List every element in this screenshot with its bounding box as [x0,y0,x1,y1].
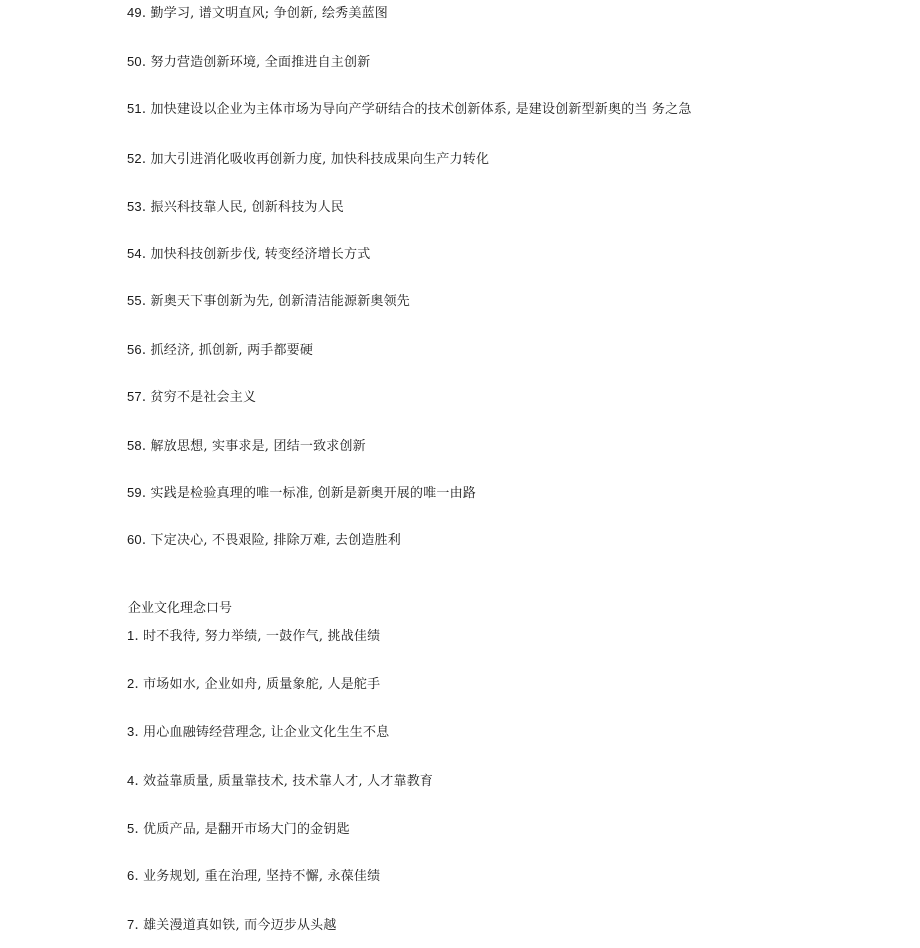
slogan-item-60 [127,532,401,549]
slogan-item-56 [127,342,313,359]
slogan-item-51 [127,101,692,118]
item-text: . 振兴科技靠人民, 创新科技为人民 [141,200,345,215]
item-text: . 下定决心, 不畏艰险, 排除万难, 去创造胜利 [141,533,401,548]
item-number: 7 [127,917,135,932]
culture-item-2 [127,676,380,693]
section-heading: 企业文化理念口号 [128,601,233,616]
item-text: . 贫穷不是社会主义 [141,390,257,405]
item-number: 5 [127,821,135,836]
item-number: 56 [127,342,142,357]
item-text: . 加快建设以企业为主体市场为导向产学研结合的技术创新体系, 是建设创新型新奥的当 务之急 [141,102,692,117]
item-number: 3 [127,724,135,739]
item-text: . 加大引进消化吸收再创新力度, 加快科技成果向生产力转化 [141,152,490,167]
item-number: 6 [127,868,135,883]
item-text: . 实践是检验真理的唯一标准, 创新是新奥开展的唯一由路 [141,486,477,501]
culture-item-6 [127,868,380,885]
item-number: 51 [127,101,142,116]
item-number: 2 [127,676,135,691]
item-number: 49 [127,5,142,20]
slogan-item-53 [127,199,344,216]
culture-item-1 [127,628,380,645]
item-number: 59 [127,485,142,500]
item-number: 60 [127,532,142,547]
item-text: . 时不我待, 努力举绩, 一鼓作气, 挑战佳绩 [134,629,381,644]
culture-item-4 [127,773,433,790]
item-text: . 市场如水, 企业如舟, 质量象舵, 人是舵手 [134,677,381,692]
item-number: 55 [127,293,142,308]
item-number: 1 [127,628,135,643]
item-number: 50 [127,54,142,69]
item-number: 57 [127,389,142,404]
item-text: . 业务规划, 重在治理, 坚持不懈, 永葆佳绩 [134,869,381,884]
item-text: . 解放思想, 实事求是, 团结一致求创新 [141,439,366,454]
culture-item-3 [127,724,389,741]
item-number: 53 [127,199,142,214]
item-number: 52 [127,151,142,166]
slogan-item-52 [127,151,489,168]
item-number: 58 [127,438,142,453]
item-text: . 勤学习, 谱文明直风; 争创新, 绘秀美蓝图 [141,6,388,21]
item-text: . 用心血融铸经营理念, 让企业文化生生不息 [134,725,390,740]
slogan-item-59 [127,485,476,502]
item-text: . 效益靠质量, 质量靠技术, 技术靠人才, 人才靠教育 [134,774,434,789]
item-text: . 努力营造创新环境, 全面推进自主创新 [141,55,371,70]
item-text: . 新奥天下事创新为先, 创新清洁能源新奥领先 [141,294,411,309]
slogan-item-54 [127,246,370,263]
culture-item-5 [127,821,350,838]
slogan-item-49 [127,5,388,22]
item-text: . 抓经济, 抓创新, 两手都要硬 [141,343,314,358]
item-text: . 加快科技创新步伐, 转变经济增长方式 [141,247,371,262]
slogan-item-55 [127,293,410,310]
slogan-item-50 [127,54,370,71]
item-text: . 优质产品, 是翻开市场大门的金钥匙 [134,822,350,837]
culture-item-7 [127,917,337,934]
item-number: 4 [127,773,135,788]
item-text: . 雄关漫道真如铁, 而今迈步从头越 [134,918,337,933]
item-number: 54 [127,246,142,261]
slogan-item-57 [127,389,256,406]
slogan-item-58 [127,438,366,455]
